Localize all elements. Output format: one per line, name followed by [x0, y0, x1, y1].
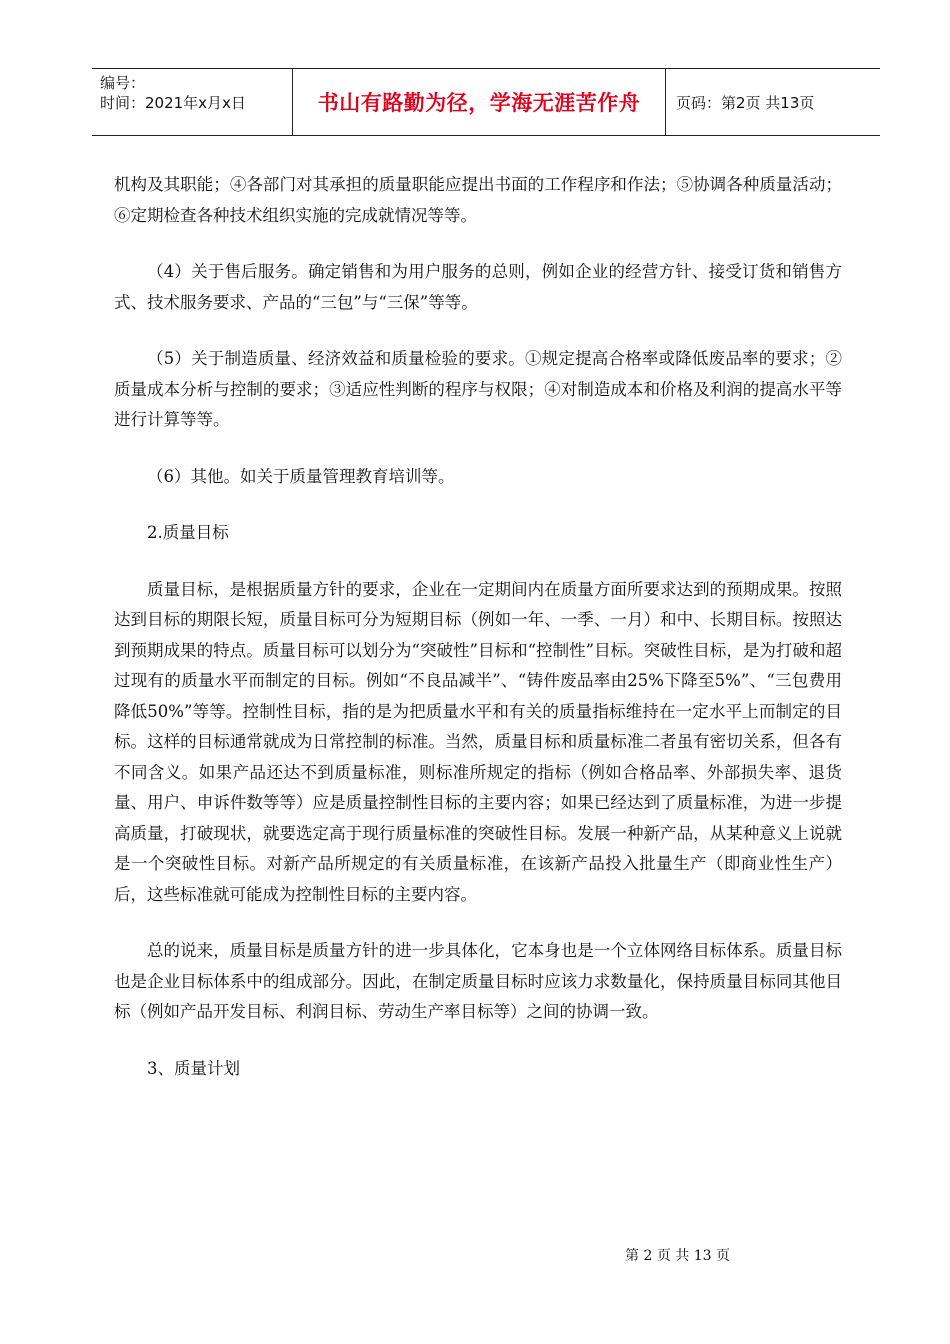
paragraph: 质量目标，是根据质量方针的要求，企业在一定期间内在质量方面所要求达到的预期成果。按照达到目标的期限长短，质量目标可分为短期目标（例如一年、一季、一月）和中、长期目标。按照达到预期成果的特点。质量目标可以划分为“突破性”目标和“控制性”目标。突破性目标，是为打破和超过现有的质量水平而制定的目标。例如“不良品减半”、“铸件废品率由25%下降至5%”、“三包费用降低50%”等等。控制性目标，指的是为把质量水平和有关的质量指标维持在一定水平上而制定的目标。这样的目标通常就成为日常控制的标准。当然，质量目标和质量标准二者虽有密切关系，但各有不同含义。如果产品还达不到质量标准，则标准所规定的指标（例如合格品率、外部损失率、退货量、用户、申诉件数等等）应是质量控制性目标的主要内容；如果已经达到了质量标准，为进一步提高质量，打破现状，就要选定高于现行质量标准的突破性目标。发展一种新产品，从某种意义上说就是一个突破性目标。对新产品所规定的有关质量标准，在该新产品投入批量生产（即商业性生产）后，这些标准就可能成为控制性目标的主要内容。 [114, 579, 842, 904]
section-heading: 3、质量计划 [147, 1058, 240, 1078]
time-label: 时间：2021年x月x日 [100, 94, 246, 112]
code-label: 编号： [100, 74, 146, 92]
document-body [114, 170, 842, 1110]
header-page-label: 页码：第2页 共13页 [676, 93, 815, 112]
paragraph: （4）关于售后服务。确定销售和为用户服务的总则，例如企业的经营方针、接受订货和销售方式、技术服务要求、产品的“三包”与“三保”等等。 [114, 262, 842, 312]
paragraph: （6）其他。如关于质量管理教育培训等。 [147, 466, 455, 486]
section-heading: 2.质量目标 [147, 523, 229, 542]
paragraph: 机构及其职能；④各部门对其承担的质量职能应提出书面的工作程序和作法；⑤协调各种质量活动；⑥定期检查各种技术组织实施的完成就情况等等。 [114, 175, 842, 225]
paragraph: （5）关于制造质量、经济效益和质量检验的要求。①规定提高合格率或降低废品率的要求；②质量成本分析与控制的要求；③适应性判断的程序与权限；④对制造成本和价格及利润的提高水平等进行计算等等。 [114, 349, 842, 429]
paragraph: 总的说来，质量目标是质量方针的进一步具体化，它本身也是一个立体网络目标体系。质量目标也是企业目标体系中的组成部分。因此，在制定质量目标时应该力求数量化，保持质量目标同其他目标（例如产品开发目标、利润目标、劳动生产率目标等）之间的协调一致。 [114, 941, 842, 1021]
page-footer: 第 2 页 共 13 页 [625, 1248, 730, 1264]
header-motto: 书山有路勤为径，学海无涯苦作舟 [292, 69, 666, 135]
page-header [92, 68, 880, 136]
header-meta [92, 69, 292, 135]
